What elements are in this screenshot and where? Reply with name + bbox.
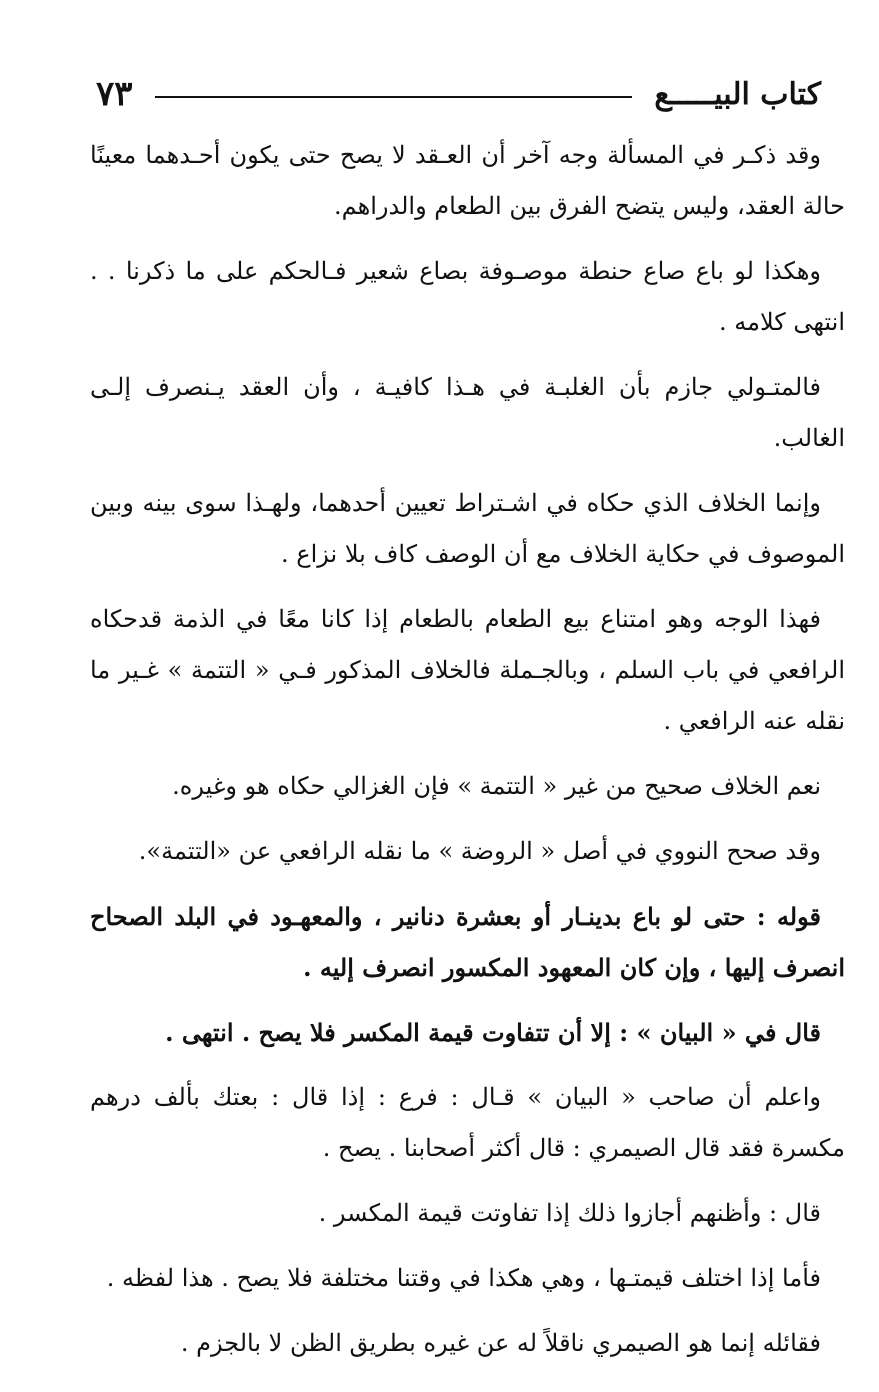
quoted-passage: قوله : حتى لو باع بدينـار أو بعشرة دنانير ، والمعهـود في البلد الصحاح انصرف إليها ، وإن كان المعهود المكسور انصرف إليه . bbox=[90, 902, 845, 982]
paragraph: فقائله إنما هو الصيمري ناقلاً له عن غيره بطريق الظن لا بالجزم . bbox=[180, 1329, 821, 1357]
header-rule bbox=[155, 96, 633, 98]
paragraph: وإنما الخلاف الذي حكاه في اشـتراط تعيين أحدهما، ولهـذا سوى بينه وبين الموصوف في حكاية الخلاف مع أن الوصف كاف بلا نزاع . bbox=[90, 489, 845, 568]
paragraph: فهذا الوجه وهو امتناع بيع الطعام بالطعام إذا كانا معًا في الذمة قدحكاه الرافعي في باب السلم ، وبالجـملة فالخلاف المذكور فـي « التتمة » غـير ما نقله عنه الرافعي . bbox=[90, 605, 845, 735]
paragraph: فأما إذا اختلف قيمتـها ، وهي هكذا في وقتنا مختلفة فلا يصح . هذا لفظه . bbox=[106, 1264, 821, 1292]
paragraph: فالمتـولي جازم بأن الغلبـة في هـذا كافيـة ، وأن العقد يـنصرف إلـى الغالب. bbox=[90, 373, 845, 452]
paragraph: واعلم أن صاحب « البيان » قـال : فرع : إذا قال : بعتك بألف درهم مكسرة فقد قال الصيمري : قال أكثر أصحابنا . يصح . bbox=[90, 1083, 845, 1162]
paragraph: وقد صحح النووي في أصل « الروضة » ما نقله الرافعي عن «التتمة». bbox=[138, 837, 821, 865]
paragraph: نعم الخلاف صحيح من غير « التتمة » فإن الغزالي حكاه هو وغيره. bbox=[172, 772, 821, 800]
page-header bbox=[96, 72, 821, 116]
running-title: كتاب البيـــــع bbox=[654, 76, 821, 112]
page-number: ٧٣ bbox=[96, 74, 133, 114]
paragraph: قال : وأظنهم أجازوا ذلك إذا تفاوتت قيمة المكسر . bbox=[318, 1199, 821, 1227]
paragraph: وقد ذكـر في المسألة وجه آخر أن العـقد لا يصح حتى يكون أحـدهما معينًا حالة العقد، وليس يتضح الفرق بين الطعام والدراهم. bbox=[90, 141, 845, 220]
paragraph: وهكذا لو باع صاع حنطة موصـوفة بصاع شعير فـالحكم على ما ذكرنا . . انتهى كلامه . bbox=[90, 257, 845, 336]
body-text bbox=[90, 130, 845, 1383]
quoted-passage: قال في « البيان » : إلا أن تتفاوت قيمة المكسر فلا يصح . انتهى . bbox=[165, 1018, 821, 1047]
